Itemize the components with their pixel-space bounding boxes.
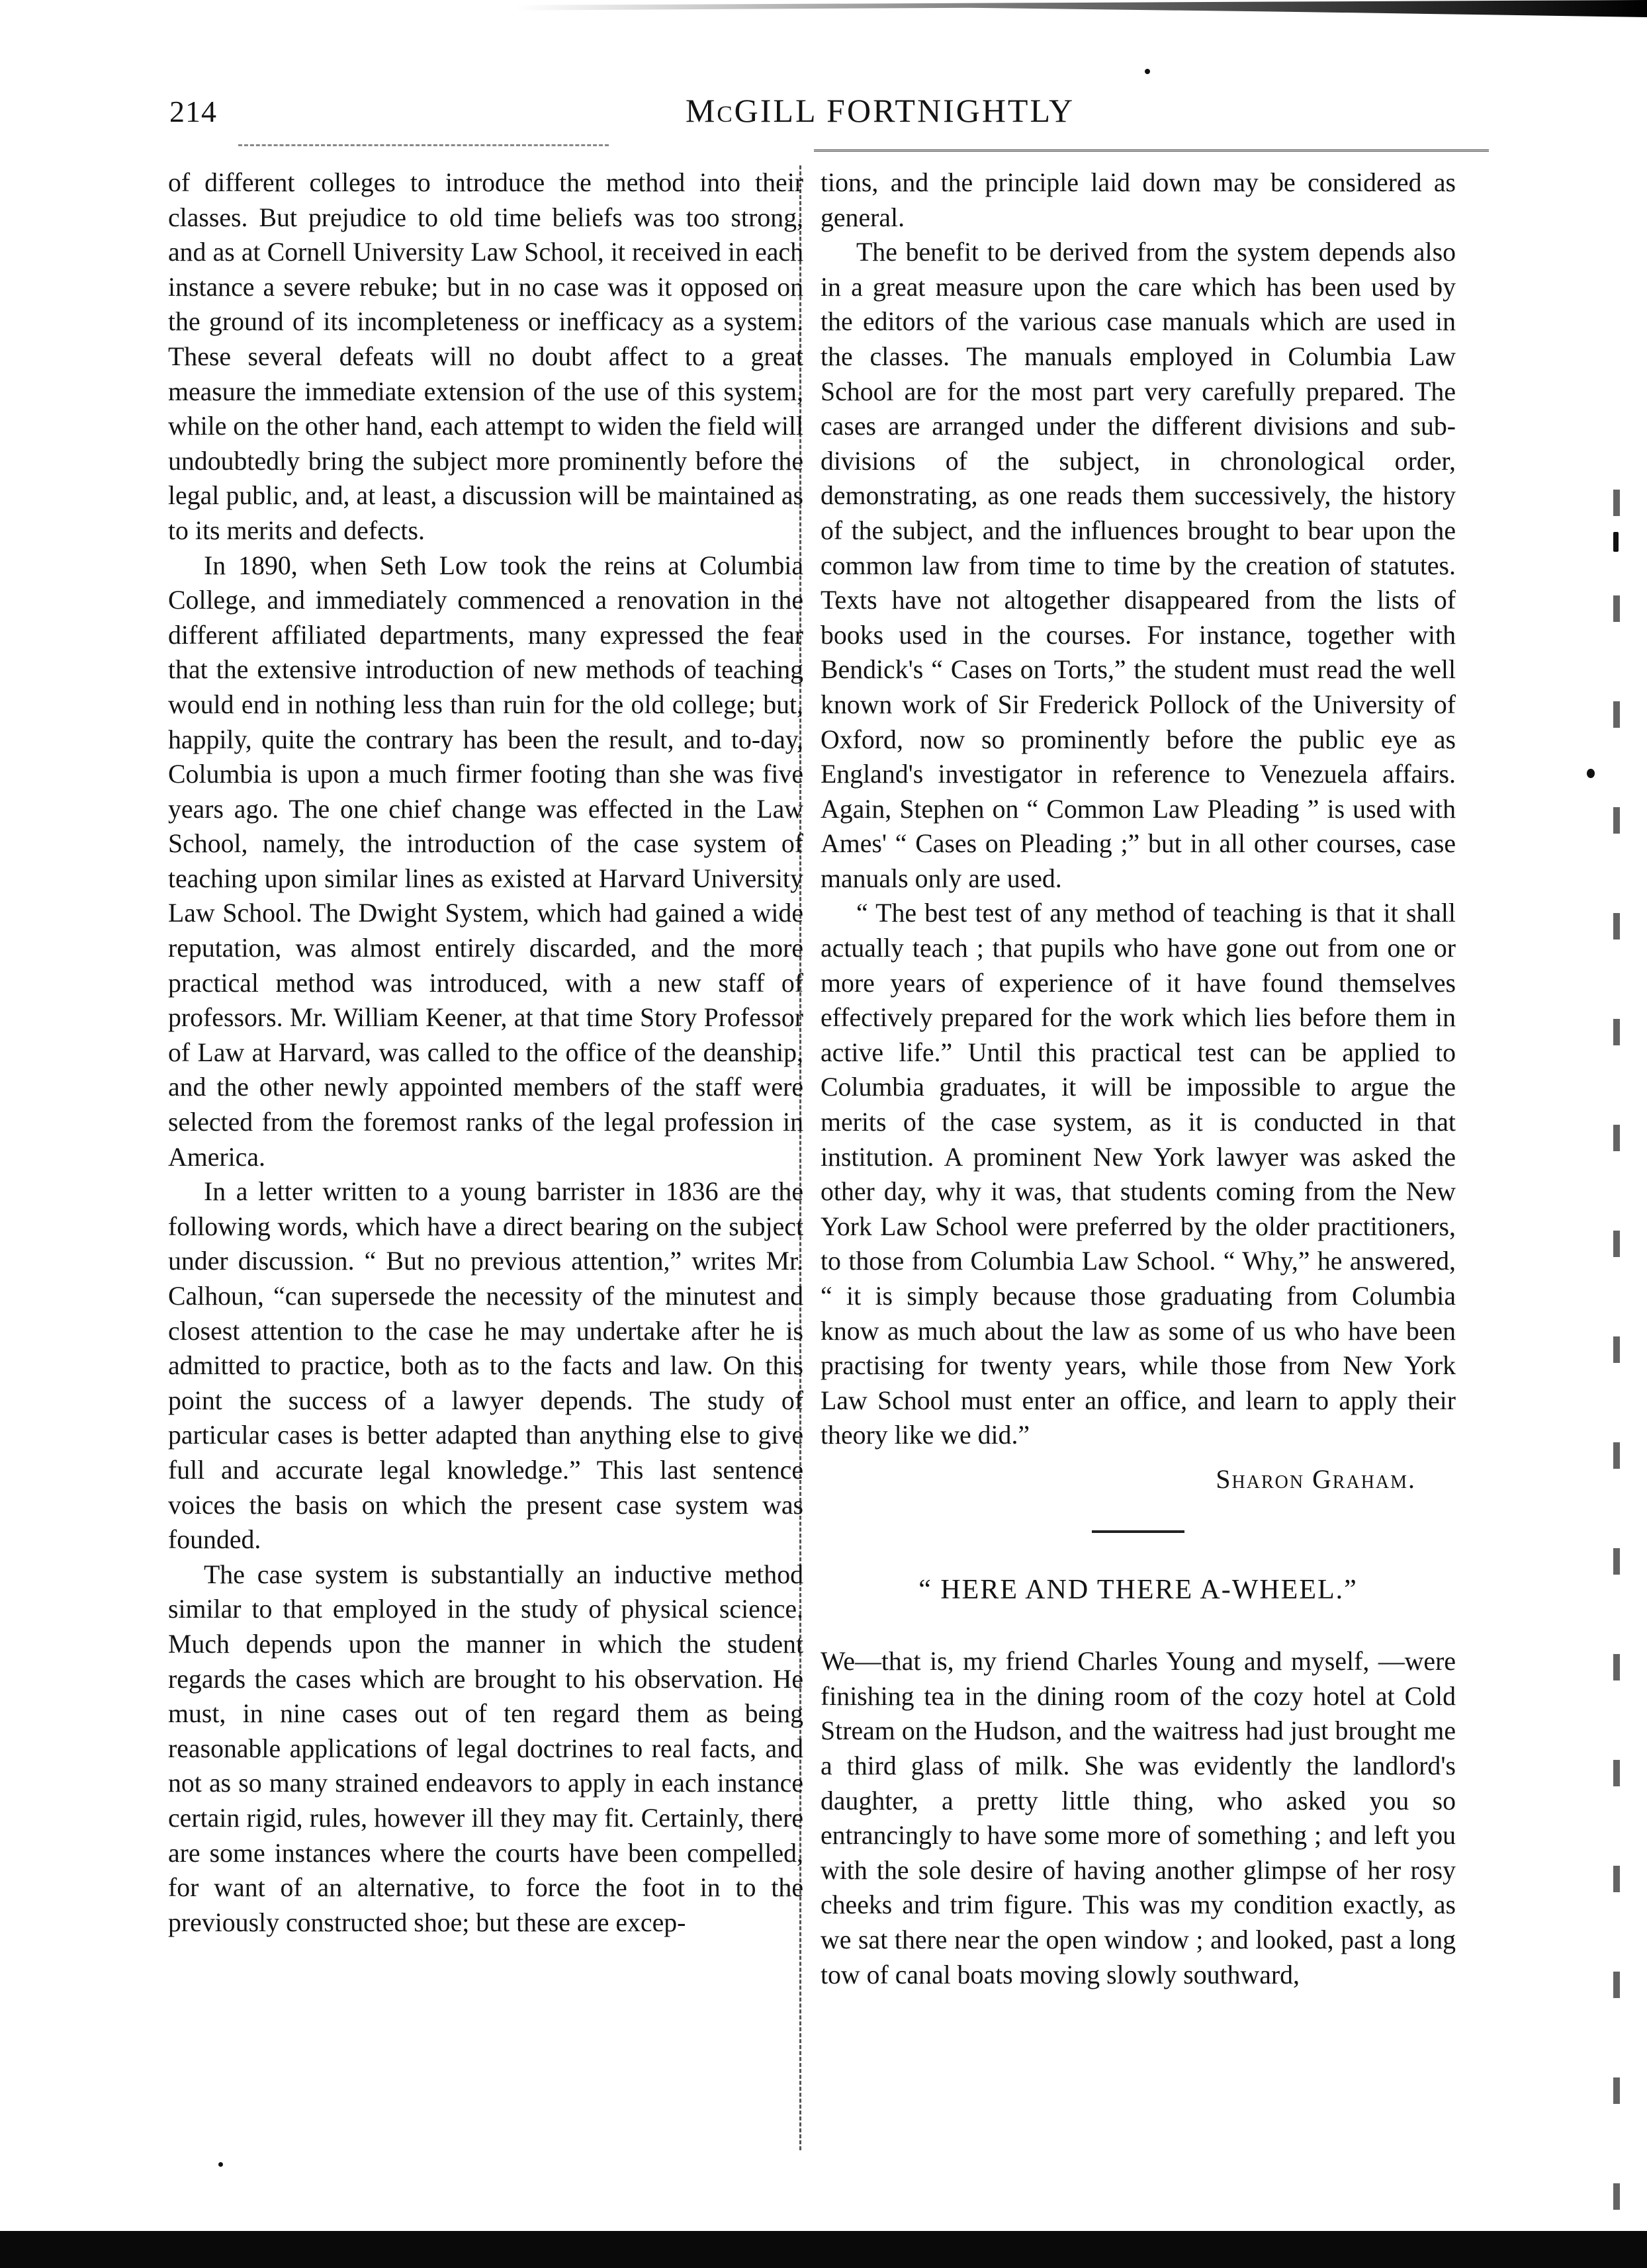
right-paragraph-3: “ The best test of any method of teaching is that it shall actually teach ; that pupils who have gone out from one or more years of experience of it have found themselves effectively prepared for the work which lies before them in active life.” Until this practical test can be applied to Columbia graduates, it will be impossible to argue the merits of the case system, as it is conducted in that institution. A prominent New York lawyer was asked the other day, why it was, that students coming from the New York Law School were preferred by the older practitioners, to those from Columbia Law School. “ Why,” he answered, “ it is simply because those graduating from Columbia know as much about the law as some of us who have been practising for twenty years, while those from New York Law School must enter an office, and learn to apply their theory like we did.” xyxy=(821,898,1456,1450)
right-column xyxy=(821,165,1456,1992)
scan-speck xyxy=(218,2162,223,2167)
left-column xyxy=(168,165,803,1940)
next-article-title: “ HERE AND THERE A-WHEEL.” xyxy=(918,1574,1358,1605)
scan-edge-bottom xyxy=(0,2231,1647,2268)
scan-speck xyxy=(1145,69,1150,74)
left-paragraph-4: The case system is substantially an inductive method similar to that employed in the study of physical science. Much depends upon the manner in which the student regards the cases which are brought to his observation. He must, in nine cases out of ten regard them as being reasonable applications of legal doctrines to real facts, and not as so many strained endeavors to apply in each instance certain rigid, rules, however ill they may fit. Certainly, there are some instances where the courts have been compelled, for want of an alternative, to force the foot in to the previously constructed shoe; but these are excep- xyxy=(168,1559,803,1937)
section-divider-rule xyxy=(1092,1530,1184,1533)
author-signature: Sharon Graham. xyxy=(1216,1464,1416,1494)
scan-speck xyxy=(1613,532,1619,552)
scan-speck xyxy=(1587,769,1595,778)
left-paragraph-1: of different colleges to introduce the method into their classes. But prejudice to old time beliefs was too strong, and as at Cornell University Law School, it received in each instance a severe rebuke; but in no case was it opposed on the ground of its incompleteness or inefficacy as a system. These several defeats will no doubt affect to a great measure the immediate extension of the use of this system, while on the other hand, each attempt to widen the field will undoubtedly bring the subject more prominently before the legal public, and, at least, a discussion will be maintained as to its merits and defects. xyxy=(168,168,803,545)
header-rule-left xyxy=(238,144,609,146)
page-number: 214 xyxy=(169,95,217,128)
next-article-paragraph: We—that is, my friend Charles Young and myself, —were finishing tea in the dining room of the cozy hotel at Cold Stream on the Hudson, and the waitress had just brought me a third glass of milk. She was evidently the landlord's daughter, a pretty little thing, who asked you so entrancingly to have some more of something ; and left you with the sole desire of having another glimpse of her rosy cheeks and trim figure. This was my condition exactly, as we sat there near the open window ; and looked, past a long tow of canal boats moving slowly southward, xyxy=(821,1647,1456,1989)
header-rule-right xyxy=(814,150,1489,152)
left-paragraph-2: In 1890, when Seth Low took the reins at Columbia College, and immediately commenced a renovation in the different affiliated departments, many expressed the fear that the extensive introduction of new methods of teaching would end in nothing less than ruin for the old college; but, happily, quite the contrary has been the result, and to-day, Columbia is upon a much firmer footing than she was five years ago. The one chief change was effected in the Law School, namely, the introduction of the case system of teaching upon similar lines as existed at Harvard University Law School. The Dwight System, which had gained a wide reputation, was almost entirely discarded, and the more practical method was introduced, with a new staff of professors. Mr. William Keener, at that time Story Professor of Law at Harvard, was called to the office of the deanship, and the other newly appointed members of the staff were selected from the foremost ranks of the legal profession in America. xyxy=(168,550,803,1172)
scan-edge-right xyxy=(1613,490,1620,2243)
running-title: McGILL FORTNIGHTLY xyxy=(685,92,1075,129)
left-paragraph-3: In a letter written to a young barrister in 1836 are the following words, which have a direct bearing on the subject under discussion. “ But no previous attention,” writes Mr. Calhoun, “can supersede the necessity of the minutest and closest attention to the case he may undertake after he is admitted to practice, both as to the facts and law. On this point the success of a lawyer depends. The study of particular cases is better adapted than anything else to give full and accurate legal knowledge.” This last sentence voices the basis on which the present case system was founded. xyxy=(168,1177,803,1555)
scan-edge-top xyxy=(516,0,1647,17)
right-paragraph-2: The benefit to be derived from the system depends also in a great measure upon the care which has been used by the editors of the various case manuals which are used in the classes. The manuals employed in Columbia Law School are for the most part very carefully prepared. The cases are arranged under the different divisions and sub-divisions of the subject, in chronological order, demonstrating, as one reads them successively, the history of the subject, and the influences brought to bear upon the common law from time to time by the creation of statutes. Texts have not altogether disappeared from the lists of books used in the courses. For instance, together with Bendick's “ Cases on Torts,” the student must read the well known work of Sir Frederick Pollock of the University of Oxford, now so prominently before the public eye as England's investigator in reference to Venezuela affairs. Again, Stephen on “ Common Law Pleading ” is used with Ames' “ Cases on Pleading ;” but in all other courses, case manuals only are used. xyxy=(821,238,1456,893)
right-paragraph-1: tions, and the principle laid down may be considered as general. xyxy=(821,168,1456,232)
